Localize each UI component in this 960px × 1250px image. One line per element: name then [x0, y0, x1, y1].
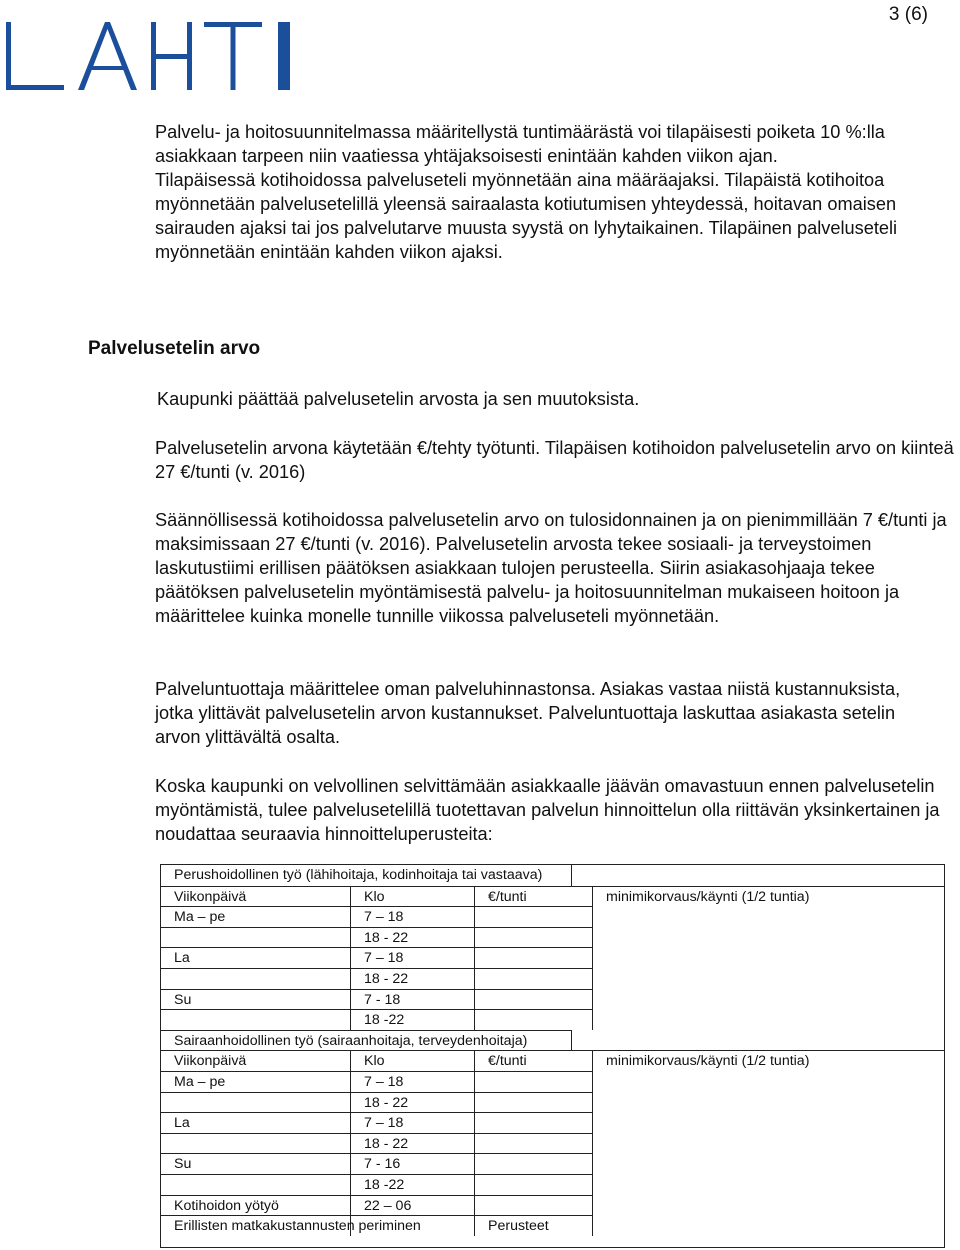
table-cell: Perusteet — [475, 1215, 593, 1236]
table-cell: €/tunti — [475, 886, 593, 907]
table-row — [161, 1112, 944, 1133]
table-row — [161, 1050, 944, 1071]
table-row — [161, 989, 944, 1010]
table-cell: minimikorvaus/käynti (1/2 tuntia) — [593, 1050, 945, 1071]
table-cell — [475, 927, 593, 948]
table-row — [161, 1030, 944, 1051]
table-cell — [475, 1133, 593, 1154]
table-row — [161, 886, 944, 907]
table-cell — [475, 1092, 593, 1113]
section-paragraph-2: Palvelusetelin arvona käytetään €/tehty työtunti. Tilapäisen kotihoidon palvelusetelin arvo on kiinteä 27 €/tunti (v. 2016) — [155, 438, 954, 482]
table-cell — [475, 1112, 593, 1133]
table-cell — [161, 1133, 351, 1154]
table-cell: Klo — [351, 886, 475, 907]
table-cell — [161, 1092, 351, 1113]
table-row — [161, 1153, 944, 1174]
table-cell: Viikonpäivä — [161, 1050, 351, 1071]
table-cell: 18 - 22 — [351, 968, 475, 989]
table-row — [161, 1195, 944, 1216]
table-cell: 18 - 22 — [351, 1092, 475, 1113]
table-cell — [475, 1195, 593, 1216]
table-cell: €/tunti — [475, 1050, 593, 1071]
table-cell: Perushoidollinen työ (lähihoitaja, kodinhoitaja tai vastaava) — [161, 865, 572, 886]
table-cell: 18 -22 — [351, 1174, 475, 1195]
city-logo — [6, 18, 296, 99]
table-row — [161, 1071, 944, 1092]
table-cell: 18 - 22 — [351, 927, 475, 948]
table-row — [161, 1092, 944, 1113]
table-cell: 7 – 18 — [351, 1112, 475, 1133]
table-cell — [351, 1215, 475, 1236]
section-paragraph-4: Palveluntuottaja määrittelee oman palveluhinnastonsa. Asiakas vastaa niistä kustannuksista, jotka ylittävät palvelusetelin arvon kustannukset. Palveluntuottaja laskuttaa asiakasta setelin arvon ylittävältä osalta. — [155, 679, 901, 747]
table-cell: Ma – pe — [161, 906, 351, 927]
table-cell: Erillisten matkakustannusten periminen — [161, 1215, 351, 1236]
section-paragraph-3: Säännöllisessä kotihoidossa palvelusetelin arvo on tulosidonnainen ja on pienimmillään 7 €/tunti ja maksimissaan 27 €/tunti (v. 2016). Palvelusetelin arvosta tekee sosiaali- ja terveystoimen laskutustiimi erillisen päätöksen asiakkaan tulojen perusteella. Siirin asiakasohjaaja tekee päätöksen palvelusetelin myöntämisestä palvelu- ja hoitosuunnitelman mukaiseen hoitoon ja määrittelee kuinka monelle tunnille viikossa palveluseteli myönnetään. — [155, 510, 947, 626]
table-cell — [161, 968, 351, 989]
table-row — [161, 1133, 944, 1154]
table-row — [161, 968, 944, 989]
section-paragraph-5: Koska kaupunki on velvollinen selvittämään asiakkaalle jäävän omavastuun ennen palvelusetelin myöntämistä, tulee palvelusetelillä tuotettavan palvelun hinnoittelun olla riittävän yksinkertainen ja noudattaa seuraavia hinnoitteluperusteita: — [155, 776, 940, 844]
table-row — [161, 906, 944, 927]
table-cell: Su — [161, 1153, 351, 1174]
table-cell — [161, 1174, 351, 1195]
table-cell: 7 – 18 — [351, 947, 475, 968]
table-cell — [475, 906, 593, 927]
table-cell: La — [161, 1112, 351, 1133]
table-cell — [475, 947, 593, 968]
intro-paragraph-1: Palvelu- ja hoitosuunnitelmassa määritellystä tuntimäärästä voi tilapäisesti poiketa 10 %:lla asiakkaan tarpeen niin vaatiessa yhtäjaksoisesti enintään kahden viikon ajan. — [155, 122, 885, 166]
table-cell: 18 - 22 — [351, 1133, 475, 1154]
table-cell — [475, 968, 593, 989]
table-cell: Klo — [351, 1050, 475, 1071]
table-cell: 7 – 18 — [351, 1071, 475, 1092]
table-row — [161, 1215, 944, 1236]
table-cell: Ma – pe — [161, 1071, 351, 1092]
table-cell: 18 -22 — [351, 1009, 475, 1030]
table-cell: 7 - 18 — [351, 989, 475, 1010]
table-cell: 22 – 06 — [351, 1195, 475, 1216]
table-cell — [161, 1009, 351, 1030]
pricing-table — [160, 864, 945, 1248]
table-row — [161, 927, 944, 948]
page-number: 3 (6) — [888, 4, 928, 25]
table-cell — [475, 1009, 593, 1030]
table-cell — [475, 1071, 593, 1092]
table-cell: 7 – 18 — [351, 906, 475, 927]
table-row — [161, 1174, 944, 1195]
table-cell: La — [161, 947, 351, 968]
table-cell: 7 - 16 — [351, 1153, 475, 1174]
table-cell: Kotihoidon yötyö — [161, 1195, 351, 1216]
table-row — [161, 865, 944, 886]
table-cell: Sairaanhoidollinen työ (sairaanhoitaja, terveydenhoitaja) — [161, 1030, 572, 1051]
table-cell: Viikonpäivä — [161, 886, 351, 907]
table-cell — [475, 1153, 593, 1174]
table-cell: minimikorvaus/käynti (1/2 tuntia) — [593, 886, 945, 907]
table-cell — [161, 927, 351, 948]
table-row — [161, 947, 944, 968]
table-cell: Su — [161, 989, 351, 1010]
section-paragraph-1: Kaupunki päättää palvelusetelin arvosta ja sen muutoksista. — [157, 389, 640, 409]
table-cell — [475, 989, 593, 1010]
intro-paragraph-2: Tilapäisessä kotihoidossa palveluseteli myönnetään aina määräajaksi. Tilapäistä kotihoitoa myönnetään palvelusetelillä yleensä sairaalasta kotiutumisen yhteydessä, hoitavan omaisen sairauden ajaksi tai jos palvelutarve muusta syystä on lyhytaikainen. Tilapäinen palveluseteli myönnetään enintään kahden viikon ajaksi. — [155, 170, 898, 262]
section-heading: Palvelusetelin arvo — [88, 338, 261, 359]
table-cell — [475, 1174, 593, 1195]
table-row — [161, 1009, 944, 1030]
